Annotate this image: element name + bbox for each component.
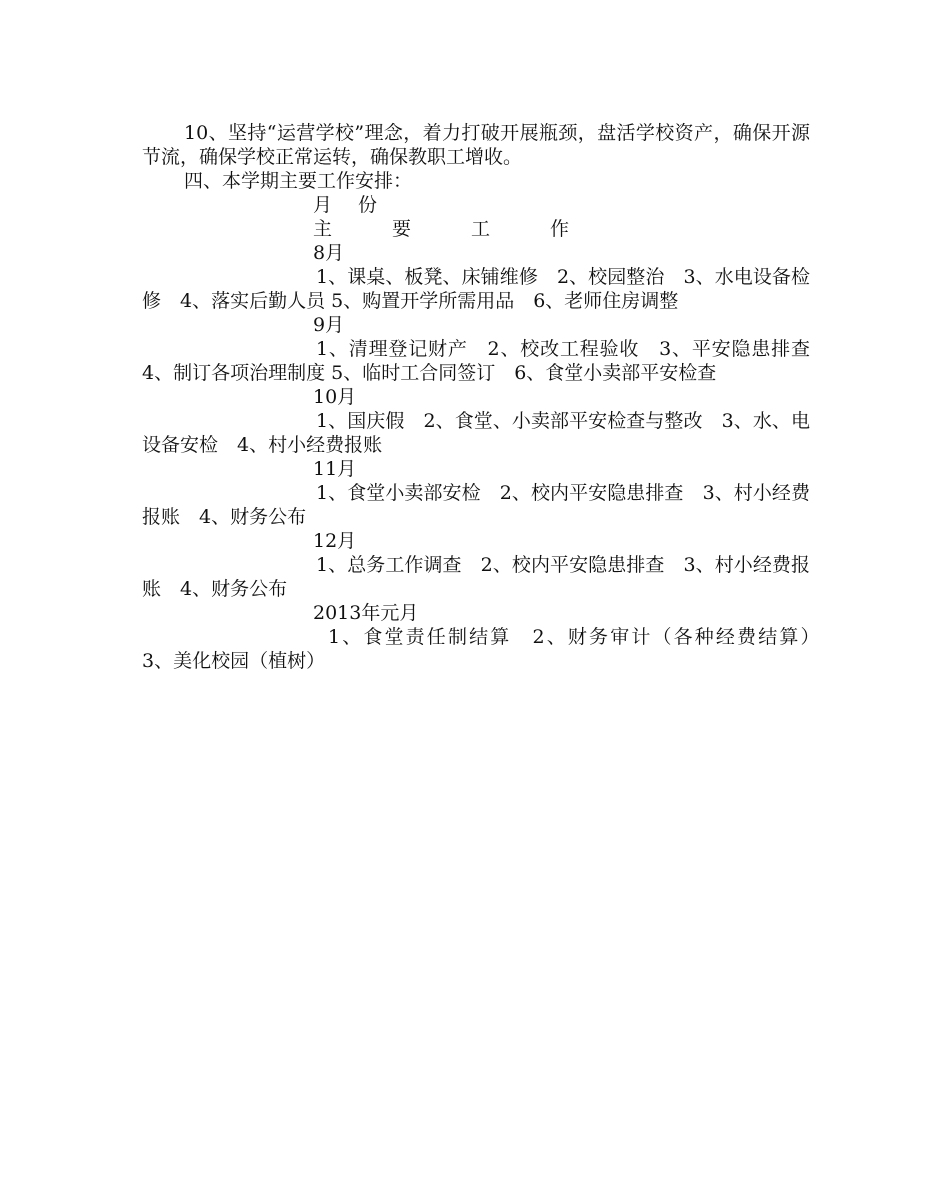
- schedule-work: 1、课桌、板凳、床铺维修 2、校园整治 3、水电设备检修 4、落实后勤人员 5、购置开学所需用品 6、老师住房调整: [142, 266, 810, 312]
- work-schedule: [142, 193, 830, 673]
- schedule-work: 1、食堂责任制结算 2、财务审计（各种经费结算） 3、美化校园（植树）: [142, 626, 830, 672]
- schedule-work: 1、总务工作调查 2、校内平安隐患排查 3、村小经费报账 4、财务公布: [142, 554, 810, 600]
- item-10-paragraph: 10、坚持“运营学校”理念，着力打破开展瓶颈，盘活学校资产，确保开源节流，确保学校正常运转，确保教职工增收。: [142, 122, 810, 168]
- schedule-month: 8月: [313, 242, 345, 264]
- schedule-header-month: [142, 193, 810, 217]
- header-month-char-1: 月: [313, 194, 333, 216]
- schedule-work: 1、清理登记财产 2、校改工程验收 3、平安隐患排查 4、制订各项治理制度 5、临时工合同签订 6、食堂小卖部平安检查: [142, 338, 830, 384]
- schedule-month: 11月: [313, 458, 357, 480]
- schedule-month: 9月: [313, 314, 345, 336]
- schedule-month: 2013年元月: [313, 602, 419, 624]
- header-month-char-2: 份: [358, 194, 378, 216]
- schedule-work: 1、食堂小卖部安检 2、校内平安隐患排查 3、村小经费报账 4、财务公布: [142, 482, 810, 528]
- schedule-header-work: [142, 217, 810, 241]
- header-work-char-3: 工: [471, 218, 491, 240]
- header-work-char-4: 作: [550, 218, 570, 240]
- document-body: [142, 121, 830, 673]
- header-work-char-2: 要: [392, 218, 412, 240]
- schedule-work: 1、国庆假 2、食堂、小卖部平安检查与整改 3、水、电设备安检 4、村小经费报账: [142, 410, 810, 456]
- schedule-month: 10月: [313, 386, 357, 408]
- schedule-month: 12月: [313, 530, 357, 552]
- header-work-char-1: 主: [313, 218, 333, 240]
- section-4-heading: 四、本学期主要工作安排：: [184, 170, 413, 192]
